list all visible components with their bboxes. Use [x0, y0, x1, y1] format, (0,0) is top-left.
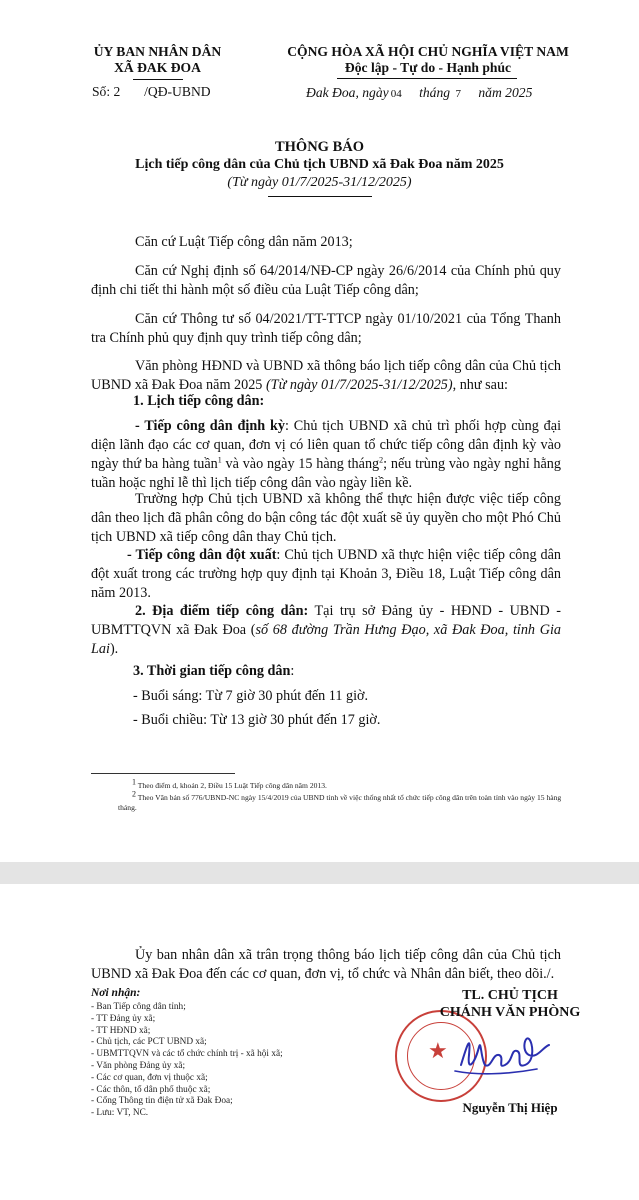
recipients-title: Nơi nhận: [91, 987, 141, 999]
date-month: 7 [455, 88, 461, 100]
document-number: Số: 2 /QĐ-UBND [92, 84, 211, 99]
paragraph-basis-3: Căn cứ Thông tư số 04/2021/TT-TTCP ngày 01/10/2021 của Tổng Thanh tra Chính phủ quy định quy trình tiếp công dân; [91, 311, 561, 346]
location-text: Tại trụ sở Đảng ủy - HĐND - UBND - UBMTTQVN xã Đak Đoa ( [91, 603, 561, 638]
org-name [70, 44, 245, 76]
footnote-ref-2: 2 [379, 455, 384, 465]
recipient-item: - Lưu: VT, NC. [91, 1108, 149, 1119]
paragraph-intro [91, 357, 561, 395]
periodic-text-3: ; nếu trùng vào ngày nghỉ hằng tuần hoặc nghỉ lễ thì lịch tiếp công dân vào ngày liền kề. [91, 456, 561, 491]
national-motto: Độc lập - Tự do - Hạnh phúc [344, 60, 512, 75]
notice-title: THÔNG BÁO [274, 139, 365, 155]
adhoc-heading: - Tiếp công dân đột xuất [127, 547, 277, 563]
paragraph-basis-2: Căn cứ Nghị định số 64/2014/NĐ-CP ngày 26/6/2014 của Chính phủ quy định chi tiết thi hành một số điều của Luật Tiếp công dân; [91, 263, 561, 298]
footnote-1-text: Theo điểm d, khoản 2, Điều 15 Luật Tiếp công dân năm 2013. [136, 781, 327, 790]
location-end: ). [109, 641, 119, 657]
time-morning: - Buổi sáng: Từ 7 giờ 30 phút đến 11 giờ. [133, 688, 369, 704]
signer-name: Nguyễn Thị Hiệp [462, 1100, 558, 1115]
intro-end: , như sau: [452, 377, 508, 393]
notice-date-range: (Từ ngày 01/7/2025-31/12/2025) [227, 175, 412, 190]
intro-range: (Từ ngày 01/7/2025-31/12/2025) [265, 377, 453, 393]
footnote-2 [118, 789, 562, 813]
title-underline [268, 196, 372, 197]
recipient-item: - Ban Tiếp công dân tỉnh; [91, 1002, 186, 1012]
date-day: 04 [390, 88, 402, 100]
paragraph-location [91, 602, 561, 659]
signature-line-1: TL. CHỦ TỊCH [462, 988, 558, 1003]
stamp-star-icon: ★ [428, 1038, 448, 1063]
section-1-heading: 1. Lịch tiếp công dân: [133, 393, 265, 409]
intro-text: Văn phòng HĐND và UBND xã thông báo lịch tiếp công dân của Chủ tịch UBND xã Đak Đoa năm 2025 [91, 358, 561, 393]
footnote-1 [132, 777, 576, 791]
handwritten-signature [445, 1025, 555, 1083]
paragraph-basis-1: Căn cứ Luật Tiếp công dân năm 2013; [135, 234, 353, 250]
time-afternoon: - Buổi chiều: Từ 13 giờ 30 phút đến 17 giờ. [133, 712, 381, 728]
national-title: CỘNG HÒA XÃ HỘI CHỦ NGHĨA VIỆT NAM [287, 44, 569, 59]
paragraph-adhoc [91, 546, 561, 603]
recipient-item: - Cổng Thông tin điện tử xã Đak Đoa; [91, 1096, 233, 1107]
date-line [306, 85, 532, 101]
paragraph-periodic [91, 417, 561, 493]
motto-underline [337, 78, 517, 79]
footnote-2-text: Theo Văn bản số 776/UBND-NC ngày 15/4/2019 của UBND tỉnh về việc thống nhất tổ chức tiếp công dân trên toàn tỉnh vào ngày 15 hàng tháng. [118, 793, 562, 812]
notice-subtitle: Lịch tiếp công dân của Chủ tịch UBND xã Đak Đoa năm 2025 [135, 157, 504, 172]
periodic-heading: - Tiếp công dân định kỳ [135, 418, 285, 434]
section-3-heading [133, 662, 553, 681]
recipient-item: - Chủ tịch, các PCT UBND xã; [91, 1037, 207, 1048]
recipient-item: - Các thôn, tổ dân phố thuộc xã; [91, 1084, 211, 1095]
periodic-text-2: và vào ngày 15 hàng tháng [221, 456, 380, 472]
location-address: số 68 đường Trần Hưng Đạo, xã Đak Đoa, tỉnh Gia Lai [91, 622, 561, 657]
org-line-2: XÃ ĐAK ĐOA [114, 60, 201, 75]
recipient-item: - Các cơ quan, đơn vị thuộc xã; [91, 1072, 208, 1083]
footnote-2-mark: 2 [132, 789, 136, 799]
org-underline [133, 79, 183, 80]
time-heading: 3. Thời gian tiếp công dân [133, 663, 291, 679]
signature-line-2: CHÁNH VĂN PHÒNG [439, 1005, 581, 1020]
date-month-label: tháng [419, 85, 451, 100]
date-year: năm 2025 [478, 85, 533, 100]
recipient-item: - Văn phòng Đảng ủy xã; [91, 1061, 186, 1071]
date-place: Đak Đoa, ngày [306, 85, 389, 100]
closing-paragraph: Ủy ban nhân dân xã trân trọng thông báo lịch tiếp công dân của Chủ tịch UBND xã Đak Đoa đến các cơ quan, đơn vị, tổ chức và Nhân dân biết, theo dõi./. [91, 947, 561, 982]
org-line-1: ỦY BAN NHÂN DÂN [93, 44, 222, 59]
recipient-item: - TT HĐND xã; [91, 1025, 151, 1036]
footnote-1-mark: 1 [132, 777, 136, 787]
recipient-item: - UBMTTQVN và các tổ chức chính trị - xã hội xã; [91, 1049, 283, 1060]
periodic-text-1: : Chủ tịch UBND xã chủ trì phối hợp cùng đại diện lãnh đạo các cơ quan, đơn vị có liên quan tổ chức tiếp công dân định kỳ vào ngày thứ ba hàng tuần [91, 418, 562, 472]
location-heading: 2. Địa điểm tiếp công dân: [135, 603, 309, 619]
time-heading-colon: : [290, 663, 295, 679]
footnote-separator [91, 773, 235, 774]
paragraph-authorization: Trường hợp Chủ tịch UBND xã không thể thực hiện được việc tiếp công dân theo lịch đã phân công do bận công tác đột xuất sẽ ủy quyền cho một Phó Chủ tịch UBND xã tiếp công dân thay Chủ tịch. [91, 491, 561, 545]
adhoc-text: : Chủ tịch UBND xã thực hiện việc tiếp công dân đột xuất trong các trường hợp quy định tại Khoản 3, Điều 18, Luật Tiếp công dân năm 2013. [91, 547, 561, 601]
footnote-ref-1: 1 [217, 455, 222, 465]
recipient-item: - TT Đảng ủy xã; [91, 1013, 156, 1024]
page-gap [0, 862, 639, 884]
